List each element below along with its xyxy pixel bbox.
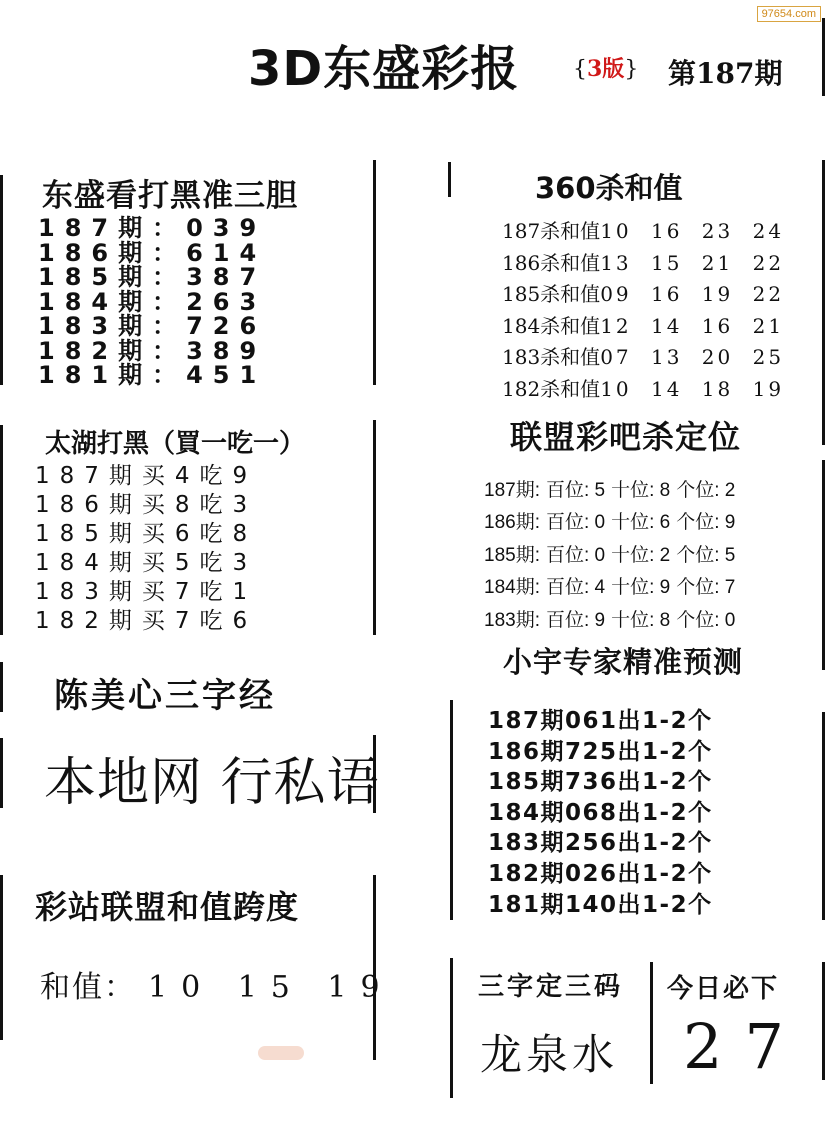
list-item bbox=[502, 216, 784, 248]
league-issue: 184期: bbox=[484, 577, 540, 599]
league-issue: 183期: bbox=[484, 609, 540, 631]
league-bai: 百位: 0 bbox=[545, 512, 606, 534]
list-item: 182期买7吃6 bbox=[35, 608, 258, 634]
league-ge: 个位: 7 bbox=[676, 577, 736, 599]
league-bai: 百位: 5 bbox=[545, 480, 606, 501]
left-border-2 bbox=[0, 425, 3, 635]
league-shi: 十位: 8 bbox=[611, 609, 671, 631]
list-item: 185期买6吃8 bbox=[35, 521, 258, 547]
taihu-list bbox=[35, 462, 257, 636]
list-item bbox=[502, 248, 784, 280]
dongsheng-title: 东盛看打黑准三胆 bbox=[42, 178, 298, 214]
left-inner-rule-2 bbox=[373, 420, 376, 635]
page-title: 3D东盛彩报 bbox=[248, 41, 520, 97]
today-value: 27 bbox=[683, 1010, 806, 1083]
left-border-5 bbox=[0, 875, 3, 1040]
right-border-4 bbox=[822, 962, 825, 1080]
kill-sum-issue: 184杀和值 bbox=[502, 313, 601, 338]
list-item: 183期买7吃1 bbox=[35, 579, 258, 605]
list-item: 185期736出1-2个 bbox=[488, 769, 713, 796]
kill-sum-issue: 182杀和值 bbox=[502, 376, 601, 401]
list-item: 187期061出1-2个 bbox=[488, 708, 713, 734]
list-item: 181期：451 bbox=[38, 361, 267, 389]
kill-sum-nums: 07 13 20 25 bbox=[600, 345, 785, 370]
edition-number: 3版 bbox=[587, 56, 625, 82]
kill-sum-issue: 187杀和值 bbox=[502, 219, 601, 243]
caizhan-sum-values bbox=[40, 962, 394, 1006]
left-inner-rule-1 bbox=[373, 160, 376, 385]
league-bai: 百位: 9 bbox=[545, 609, 606, 631]
local-net-title: 本地网 行私语 bbox=[44, 753, 380, 813]
league-shi: 十位: 8 bbox=[611, 480, 671, 501]
list-item: 187期：039 bbox=[38, 214, 267, 242]
kill-sum-nums: 12 14 16 21 bbox=[600, 313, 785, 338]
league-ge: 个位: 0 bbox=[676, 609, 736, 631]
expert-list bbox=[488, 706, 713, 920]
chenmeixin-title: 陈美心三字经 bbox=[54, 676, 276, 716]
list-item bbox=[502, 342, 784, 374]
header-rule bbox=[822, 18, 825, 96]
list-item bbox=[502, 311, 784, 343]
center-rule-3 bbox=[450, 700, 453, 920]
league-ge: 个位: 9 bbox=[676, 512, 736, 534]
league-shi: 十位: 2 bbox=[611, 544, 671, 566]
right-border-3 bbox=[822, 712, 825, 920]
center-rule-4 bbox=[450, 958, 453, 1098]
dongsheng-list bbox=[38, 216, 266, 388]
three-code-value: 龙泉水 bbox=[480, 1030, 619, 1079]
list-item: 186期：614 bbox=[38, 238, 267, 267]
edition-label bbox=[573, 52, 638, 83]
taihu-title: 太湖打黑（買一吃一） bbox=[45, 429, 306, 459]
kill-sum-title: 360杀和值 bbox=[535, 171, 683, 205]
kill-sum-list bbox=[502, 216, 784, 406]
list-item bbox=[484, 572, 741, 604]
kill-sum-nums: 10 16 23 24 bbox=[600, 219, 785, 243]
site-watermark: 97654.com bbox=[757, 6, 821, 22]
bottom-divider bbox=[650, 962, 653, 1084]
right-border-2 bbox=[822, 460, 825, 670]
center-rule-1 bbox=[448, 162, 451, 197]
list-item: 185期：387 bbox=[38, 263, 267, 291]
league-issue: 185期: bbox=[484, 544, 540, 566]
kill-sum-issue: 183杀和值 bbox=[502, 345, 601, 370]
kill-sum-issue: 186杀和值 bbox=[502, 250, 601, 275]
league-ge: 个位: 2 bbox=[676, 480, 736, 501]
list-item bbox=[484, 540, 741, 572]
list-item bbox=[502, 374, 784, 406]
kill-sum-issue: 185杀和值 bbox=[502, 282, 601, 307]
league-bai: 百位: 0 bbox=[545, 544, 606, 566]
list-item: 183期256出1-2个 bbox=[488, 830, 713, 857]
league-shi: 十位: 6 bbox=[611, 512, 671, 534]
left-border-3 bbox=[0, 662, 3, 712]
league-list bbox=[484, 475, 741, 637]
list-item: 184期068出1-2个 bbox=[488, 799, 713, 826]
league-ge: 个位: 5 bbox=[676, 544, 736, 566]
decorative-smudge bbox=[258, 1046, 304, 1060]
list-item: 182期：389 bbox=[38, 336, 267, 365]
list-item: 182期026出1-2个 bbox=[488, 860, 713, 887]
caizhan-title: 彩站联盟和值跨度 bbox=[35, 888, 300, 926]
league-bai: 百位: 4 bbox=[545, 577, 606, 599]
right-border-1 bbox=[822, 160, 825, 445]
list-item: 186期725出1-2个 bbox=[488, 738, 713, 765]
list-item: 187期买4吃9 bbox=[35, 463, 258, 489]
issue-number: 第187期 bbox=[668, 57, 783, 90]
league-shi: 十位: 9 bbox=[611, 577, 671, 599]
kill-sum-nums: 10 14 18 19 bbox=[600, 376, 785, 401]
list-item: 183期：726 bbox=[38, 312, 267, 340]
sum-label: 和值： bbox=[40, 970, 136, 1005]
list-item bbox=[484, 475, 741, 507]
left-border-4 bbox=[0, 738, 3, 808]
list-item: 186期买8吃3 bbox=[35, 492, 258, 518]
list-item bbox=[484, 605, 741, 637]
left-border-1 bbox=[0, 175, 3, 385]
list-item: 184期买5吃3 bbox=[35, 550, 258, 576]
list-item bbox=[484, 507, 741, 539]
expert-title: 小宇专家精准预测 bbox=[503, 645, 744, 679]
edition-brace-close: } bbox=[624, 57, 639, 82]
edition-brace-open: { bbox=[573, 57, 587, 82]
today-title: 今日必下 bbox=[667, 974, 780, 1004]
three-code-title: 三字定三码 bbox=[478, 972, 624, 1002]
league-issue: 187期: bbox=[484, 480, 540, 501]
league-issue: 186期: bbox=[484, 512, 540, 534]
list-item: 184期：263 bbox=[38, 287, 267, 316]
list-item: 181期140出1-2个 bbox=[488, 891, 713, 918]
kill-sum-nums: 09 16 19 22 bbox=[600, 282, 785, 307]
list-item bbox=[502, 279, 784, 311]
sum-values: 10 15 19 bbox=[148, 970, 394, 1005]
kill-sum-nums: 13 15 21 22 bbox=[600, 250, 785, 275]
league-title: 联盟彩吧杀定位 bbox=[510, 418, 742, 456]
